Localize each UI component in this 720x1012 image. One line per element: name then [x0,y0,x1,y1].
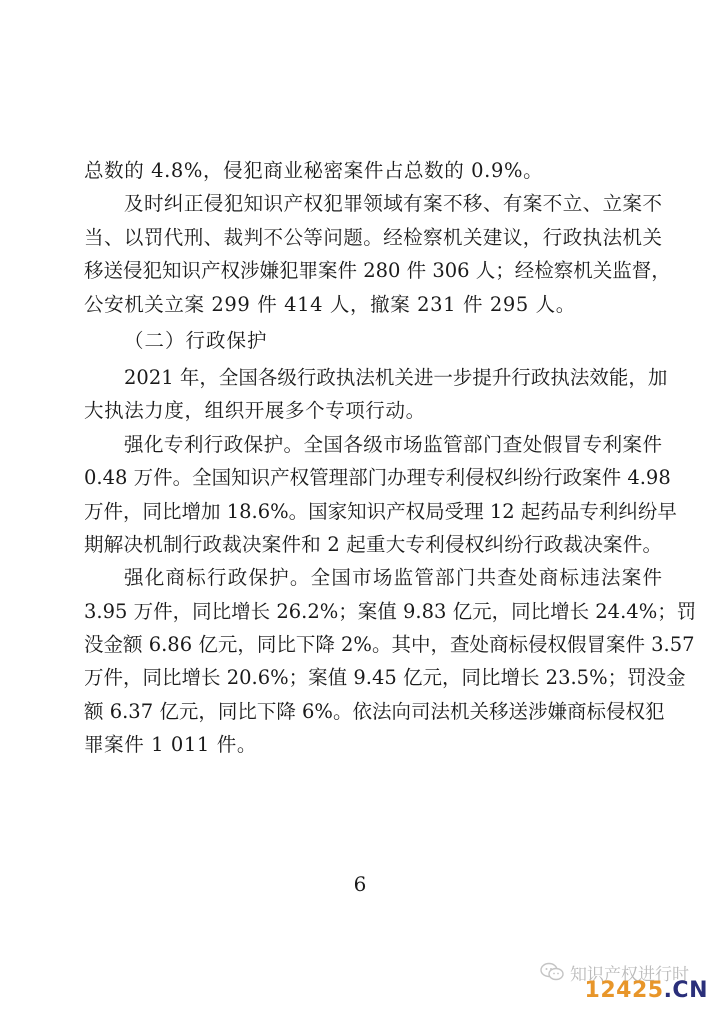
text-line: 额 6.37 亿元，同比下降 6%。依法向司法机关移送涉嫌商标侵权犯 [84,699,665,723]
paragraph-start: 及时纠正侵犯知识产权犯罪领域有案不移、有案不立、立案不 [124,192,662,216]
wechat-icon [540,961,564,983]
text-line: 万件，同比增加 18.6%。国家知识产权局受理 12 起药品专利纠纷早 [84,499,677,523]
section-heading: （二）行政保护 [124,328,268,352]
text-line: 公安机关立案 299 件 414 人，撤案 231 件 295 人。 [84,292,576,316]
text-line: 万件，同比增长 20.6%；案值 9.45 亿元，同比增长 23.5%；罚没金 [84,666,686,690]
text-line: 罪案件 1 011 件。 [84,733,257,757]
watermark-site-number: 12425 [584,978,664,1003]
text-line: 0.48 万件。全国知识产权管理部门办理专利侵权纠纷行政案件 4.98 [84,466,671,490]
text-line: 总数的 4.8%，侵犯商业秘密案件占总数的 0.9%。 [84,159,544,182]
text-line: 移送侵犯知识产权涉嫌犯罪案件 280 件 306 人；经检察机关监督， [84,259,671,283]
text-line: 期解决机制行政裁决案件和 2 起重大专利侵权纠纷行政裁决案件。 [84,532,662,556]
watermark-site [585,978,708,1003]
paragraph-start: 2021 年，全国各级行政执法机关进一步提升行政执法效能，加 [124,365,668,389]
watermark-site-domain: .CN [663,978,708,1003]
text-line: 没金额 6.86 亿元，同比下降 2%。其中，查处商标侵权假冒案件 3.57 [84,633,695,657]
text-line: 3.95 万件，同比增长 26.2%；案值 9.83 亿元，同比增长 24.4%；罚 [84,599,697,623]
text-line: 当、以罚代刑、裁判不公等问题。经检察机关建议，行政执法机关 [84,225,662,249]
page-number: 6 [353,872,367,896]
document-body [84,154,697,762]
watermark-account-name: 知识产权进行时 [570,964,689,985]
text-line: 大执法力度，组织开展多个专项行动。 [84,399,426,423]
paragraph-start: 强化商标行政保护。全国市场监管部门共查处商标违法案件 [124,566,662,590]
paragraph-start: 强化专利行政保护。全国各级市场监管部门查处假冒专利案件 [124,432,662,456]
